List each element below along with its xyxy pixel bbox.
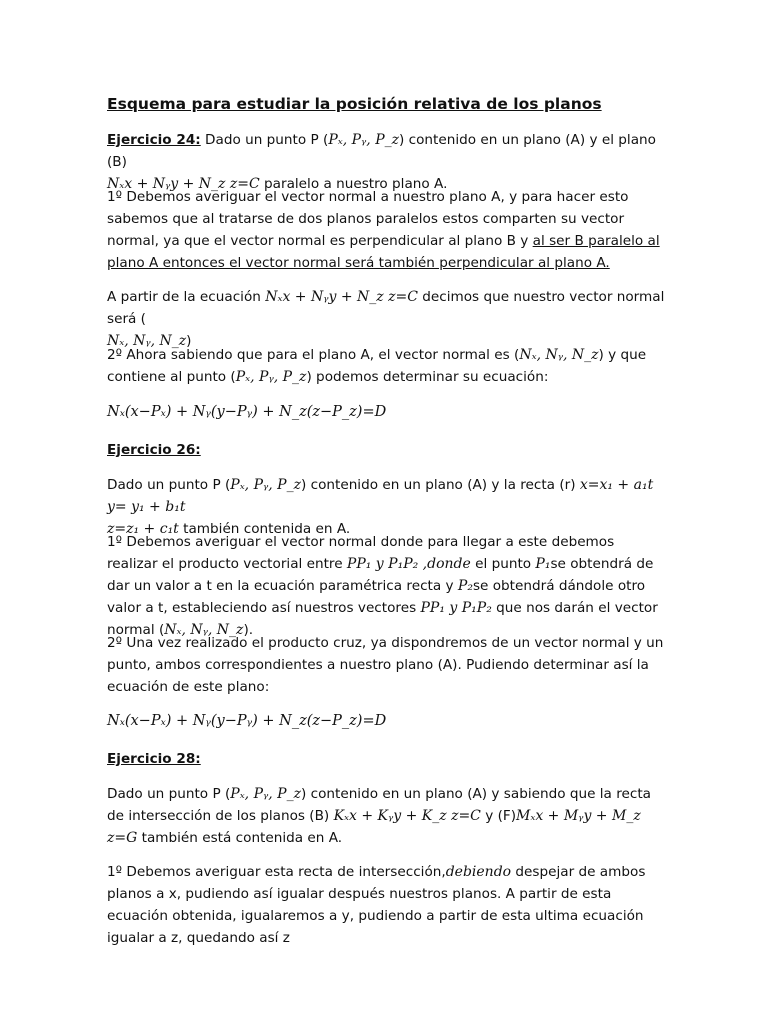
ex26-step2: 2º Una vez realizado el producto cruz, ya dispondremos de un vector normal y un punto, ambos correspondientes a nuestro plano (A). Pudiendo determinar así la ecuación de este plano:	[107, 635, 664, 695]
ex24-normal-vector: A partir de la ecuación Nₓx + Nᵧy + N_z z=C decimos que nuestro vector normal será ( Nₓ, Nᵧ, N_z)	[107, 289, 665, 349]
ex28-intro: Dado un punto P (Pₓ, Pᵧ, P_z) contenido en un plano (A) y sabiendo que la recta de intersección de los planos (B) Kₓx + Kᵧy + K_z z=C y (F)Mₓx + Mᵧy + M_z z=G también está contenida en A.	[107, 786, 651, 846]
plane-b-equation: Nₓx + Nᵧy + N_z z=C	[107, 176, 260, 192]
ex28-step1: 1º Debemos averiguar esta recta de intersección,debiendo despejar de ambos planos a x, pudiendo así igualar después nuestros planos. A partir de esta ecuación obtenida, igualaremos a y, pudiendo a partir de esta ultima ecuación igualar a z, quedando así z	[107, 864, 646, 946]
ex26-intro: Dado un punto P (Pₓ, Pᵧ, P_z) contenido en un plano (A) y la recta (r) x=x₁ + a₁t y= y₁ + b₁t z=z₁ + c₁t también contenida en A.	[107, 477, 654, 537]
ex24-step1: 1º Debemos averiguar el vector normal a nuestro plano A, y para hacer esto sabemos que al tratarse de dos planos paralelos estos comparten su vector normal, ya que el vector normal es perpendicular al plano B y al ser B paralelo al plano A entonces el vector normal será también perpendicular al plano A.	[107, 189, 660, 271]
point-p-math: Pₓ, Pᵧ, P_z	[328, 132, 400, 148]
document-title: Esquema para estudiar la posición relativa de los planos	[107, 95, 602, 113]
ex24-plane-equation: Nₓ(x−Pₓ) + Nᵧ(y−Pᵧ) + N_z(z−P_z)=D	[107, 404, 387, 420]
plane-k-equation: Kₓx + Kᵧy + K_z z=C	[333, 808, 481, 824]
plane-m-equation: Mₓx + Mᵧy + M_z z=G	[107, 808, 641, 846]
ex26-heading: Ejercicio 26:	[107, 442, 201, 458]
line-r-xy: x=x₁ + a₁t y= y₁ + b₁t	[107, 477, 654, 515]
ex24-heading: Ejercicio 24:	[107, 132, 201, 148]
line-r-z: z=z₁ + c₁t	[107, 521, 179, 537]
ex24-step2: 2º Ahora sabiendo que para el plano A, el vector normal es (Nₓ, Nᵧ, N_z) y que contiene al punto (Pₓ, Pᵧ, P_z) podemos determinar su ecuación:	[107, 347, 647, 385]
ex28-heading: Ejercicio 28:	[107, 751, 201, 767]
ex26-step1: 1º Debemos averiguar el vector normal donde para llegar a este debemos realizar el producto vectorial entre PP₁ y P₁P₂ ,donde el punto P₁se obtendrá de dar un valor a t en la ecuación paramétrica recta y P₂se obtendrá dándole otro valor a t, estableciendo así nuestros vectores PP₁ y P₁P₂ que nos darán el vector normal (Nₓ, Nᵧ, N_z).	[107, 534, 658, 638]
ex26-plane-equation: Nₓ(x−Pₓ) + Nᵧ(y−Pᵧ) + N_z(z−P_z)=D	[107, 713, 387, 729]
ex24-step1-underlined: al ser B paralelo al plano A entonces el vector normal será también perpendicular al plano A.	[107, 233, 660, 271]
ex24-intro: Ejercicio 24: Dado un punto P (Pₓ, Pᵧ, P_z) contenido en un plano (A) y el plano (B) Nₓx + Nᵧy + N_z z=C paralelo a nuestro plano A.	[107, 132, 656, 192]
